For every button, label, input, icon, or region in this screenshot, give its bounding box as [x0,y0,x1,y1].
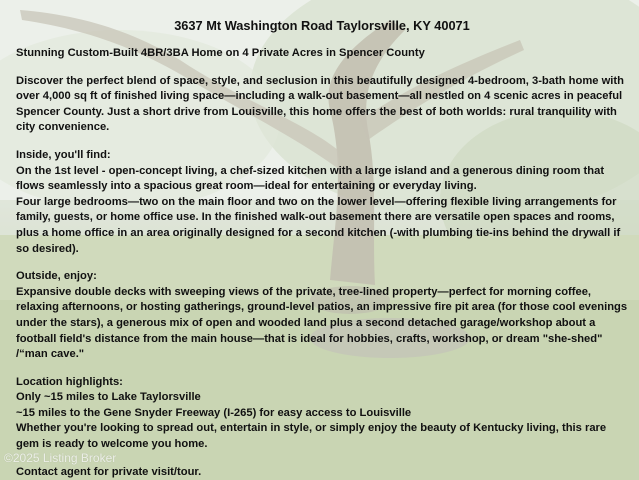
outside-paragraph: Expansive double decks with sweeping views of the private, tree-lined property—perfect for morning coffee, relaxing afternoons, or hosting gatherings, ground-level patios, an impressive fire pit area (for those cool evenings under the stars), a generous mix of open and wooded land plus a second detached garage/workshop about a football field's distance from the main house—that is ideal for hobbies, crafts, workshop, or dream "she-shed" /“man cave." [16,285,628,361]
contact-line: Contact agent for private visit/tour. [16,465,202,478]
location-section [16,375,628,453]
outside-section [16,269,628,363]
watermark: ©2025 Listing Broker [4,451,117,465]
inside-heading: Inside, you'll find: [16,148,111,161]
location-item: ~15 miles to the Gene Snyder Freeway (I-265) for easy access to Louisville [16,406,412,419]
outside-heading: Outside, enjoy: [16,270,97,283]
closing-paragraph: Whether you're looking to spread out, entertain in style, or simply enjoy the beauty of Kentucky living, this rare gem is ready to welcome you home. [16,422,607,451]
inside-paragraph-1: On the 1st level - open-concept living, a chef-sized kitchen with a large island and a generous dining room that flows seamlessly into a spacious great room—ideal for entertaining or everyday living. [16,164,605,193]
intro-paragraph: Discover the perfect blend of space, style, and seclusion in this beautifully designed 4-bedroom, 3-bath home with over 4,000 sq ft of finished living space—including a walk-out basement—all nestled on 4 scenic acres in peaceful Spencer County. Just a short drive from Louisville, this home offers the best of both worlds: rural tranquility with city convenience. [16,74,624,134]
location-heading: Location highlights: [16,375,123,388]
listing-description [16,18,628,480]
location-item: Only ~15 miles to Lake Taylorsville [16,391,201,404]
inside-paragraph-2: Four large bedrooms—two on the main floor and two on the lower level—offering flexible living arrangements for family, guests, or home office use. In the finished walk-out basement there are versatile open spaces and rooms, plus a home office in an area originally designed for a second kitchen (-with plumbing tie-ins behind the drywall if so desired). [16,195,621,255]
inside-section [16,148,628,257]
listing-title: 3637 Mt Washington Road Taylorsville, KY 40071 [174,18,470,33]
listing-subtitle: Stunning Custom-Built 4BR/3BA Home on 4 Private Acres in Spencer County [16,47,425,59]
